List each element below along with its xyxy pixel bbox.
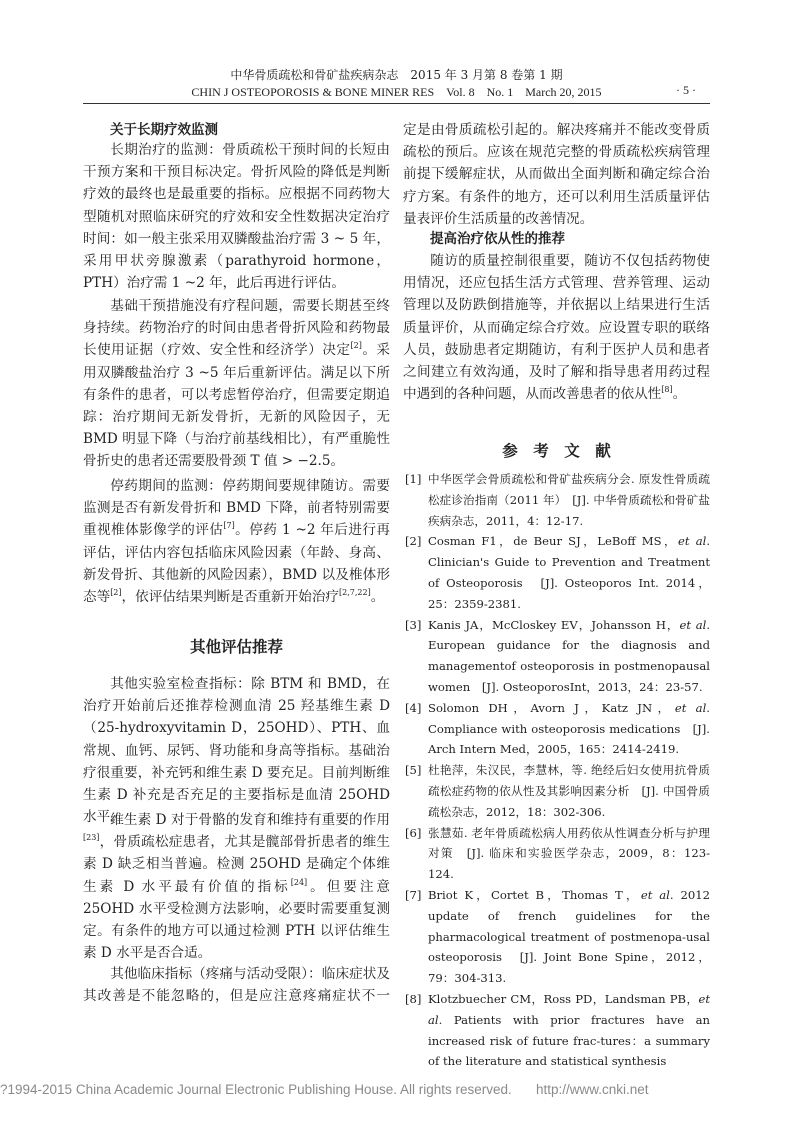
text: ，依评估结果判断是否重新开始治疗	[121, 589, 340, 606]
reference-number: [5]	[405, 763, 422, 778]
paragraph: 其他实验室检查指标：除 BTM 和 BMD，在治疗开始前后还推荐检测血清 25 羟基维生素 D（25-hydroxyvitamin D，25OHD）、PTH、血常规、血钙、尿钙、肾功能和身高等指标。基础治疗很重要，补充钙和维生素 D 要充足。目前判断维生素 D 补充是否充足的主要指标是血清 25OHD 水平。	[83, 676, 390, 826]
citation: [23]	[83, 833, 100, 843]
reference-number: [7]	[405, 887, 422, 902]
citation: [7]	[223, 521, 235, 531]
reference-number: [8]	[405, 991, 422, 1006]
reference-number: [6]	[405, 825, 422, 840]
citation: [24]	[290, 877, 308, 887]
paragraph: 长期治疗的监测：骨质疏松干预时间的长短由干预方案和干预目标决定。骨折风险的降低是判断疗效的最终也是最重要的指标。应根据不同药物大型随机对照临床研究的疗效和安全性数据决定治疗时间：如一般主张采用双膦酸盐治疗需 3 ~ 5 年，采用甲状旁腺激素（parathyroid hormone，PTH）治疗需 1 ~2 年，此后再进行评估。	[83, 142, 390, 292]
text: 停药期间的监测：停药期间要规律随访。需要监测是否有新发骨折和 BMD 下降，前者特别需要重视椎体影像学的评估	[83, 478, 390, 539]
reference-authors: Klotzbuecher CM，Ross PD，Landsman PB，	[428, 991, 699, 1006]
text: 。采用双膦酸盐治疗 3 ~5 年后重新评估。满足以下所有条件的患者，可以考虑暂停治疗，但需要定期追踪：治疗期间无新发骨折，无新的风险因子，无 BMD 明显下降（与治疗前基线相比），有严重脆性骨折史的患者还需要股骨颈 T 值 > −2.5。	[83, 342, 391, 470]
reference-text: . Patients with prior fractures have an increased risk of future frac-tures：a summary of the literature and statistical synthesis	[428, 1012, 710, 1069]
et-al: et al	[678, 534, 707, 549]
paragraph: 定是由骨质疏松引起的。解决疼痛并不能改变骨质疏松的预后。应该在规范完整的骨质疏松疾病管理前提下缓解症状，从而做出全面判断和确定综合治疗方案。有条件的地方，还可以利用生活质量评估量表评价生活质量的改善情况。	[403, 122, 710, 227]
footer	[0, 1082, 793, 1097]
reference-text: . 2012 update of french guidelines for the pharmacological treatment of postmenopa-usal osteoporosis [J]. Joint Bone Spine，2012，79：304-313.	[428, 887, 710, 986]
text: 基础干预措施没有疗程问题，需要长期甚至终身持续。药物治疗的时间由患者骨折风险和药物最长使用证据（疗效、安全性和经济学）决定	[83, 298, 390, 359]
text: 。停药 1 ~2 年后进行再评估，评估内容包括临床风险因素（年龄、身高、新发骨折、其他新的风险因素），BMD 以及椎体形态等	[83, 522, 390, 606]
copyright-notice: ?1994-2015 China Academic Journal Electronic Publishing House. All rights reserved.	[0, 1082, 512, 1097]
reference-authors: Kanis JA，McCloskey EV，Johansson H，	[428, 617, 680, 632]
reference-number: [1]	[405, 472, 422, 486]
reference-text: 杜艳萍，朱汉民，李慧林，等. 绝经后妇女使用抗骨质疏松症药物的依从性及其影响因素分析 [J]. 中国骨质疏松杂志，2012，18：302-306.	[428, 763, 710, 819]
text: ，骨质疏松症患者，尤其是髋部骨折患者的维生素 D 缺乏相当普遍。检测 25OHD 是确定个体维生素 D 水平最有价值的指标	[83, 834, 390, 895]
reference-authors: Briot K，Cortet B，Thomas T，	[428, 887, 641, 902]
paragraph	[83, 295, 390, 473]
reference-item	[403, 698, 710, 760]
reference-authors: Solomon DH，Avorn J，Katz JN，	[428, 700, 675, 715]
et-al: et al	[428, 991, 710, 1027]
reference-text: . Clinician's Guide to Prevention and Treatment of Osteoporosis [J]. Osteoporos Int. 2014，25：2359-2381.	[428, 534, 710, 611]
running-header-cn: 中华骨质疏松和骨矿盐疾病杂志 2015 年 3 月第 8 卷第 1 期	[230, 68, 563, 82]
footer-url-link[interactable]: http://www.cnki.net	[536, 1082, 649, 1097]
reference-item	[403, 469, 710, 531]
reference-authors: Cosman F1，de Beur SJ，LeBoff MS，	[428, 534, 679, 549]
reference-item	[403, 615, 710, 698]
reference-text: . European guidance for the diagnosis and managementof osteoporosis in postmenopausal women [J]. OsteoporosInt，2013，24：23-57.	[428, 617, 710, 694]
reference-item	[403, 823, 710, 885]
citation: [8]	[661, 385, 673, 395]
text: 。但要注意 25OHD 水平受检测方法影响，必要时需要重复测定。有条件的地方可以通过检测 PTH 以评估维生素 D 水平是否合适。	[83, 878, 390, 962]
reference-item	[403, 885, 710, 989]
section-heading-compliance: 提高治疗依从性的推荐	[430, 231, 565, 247]
reference-text: . Compliance with osteoporosis medications [J]. Arch Intern Med，2005，165：2414-2419.	[428, 700, 710, 757]
reference-text: 张慧茹. 老年骨质疏松病人用药依从性调查分析与护理对策 [J]. 临床和实验医学杂志，2009，8：123-124.	[428, 825, 710, 882]
reference-number: [4]	[405, 700, 422, 715]
paragraph	[403, 250, 710, 405]
paragraph	[83, 475, 390, 608]
text: 维生素 D 对于骨骼的发育和维持有重要的作用	[110, 812, 390, 828]
page-number: · 5 ·	[676, 83, 696, 97]
reference-list	[403, 469, 710, 1072]
reference-number: [2]	[405, 534, 422, 549]
section-heading-other-assessment: 其他评估推荐	[189, 638, 283, 656]
text: 。	[370, 589, 385, 606]
paragraph	[83, 809, 390, 964]
header-rule	[83, 103, 710, 104]
et-al: et al	[679, 617, 707, 632]
citation: [2,7,22]	[339, 588, 371, 598]
reference-item	[403, 760, 710, 822]
et-al: et al	[640, 887, 670, 902]
references-heading: 参 考 文 献	[502, 442, 611, 460]
text: 。	[672, 386, 687, 403]
text: 随访的质量控制很重要，随访不仅包括药物使用情况，还应包括生活方式管理、营养管理、运动管理以及防跌倒措施等，并依据以上结果进行生活质量评价，从而确定综合疗效。应设置专职的联络人员，鼓励患者定期随访，有利于医护人员和患者之间建立有效沟通，及时了解和指导患者用药过程中遇到的各种问题，从而改善患者的依从性	[403, 253, 710, 403]
reference-text: 中华医学会骨质疏松和骨矿盐疾病分会. 原发性骨质疏松症诊治指南（2011 年） [J]. 中华骨质疏松和骨矿盐疾病杂志，2011，4：12-17.	[428, 472, 710, 528]
reference-item	[403, 531, 710, 614]
running-header-en: CHIN J OSTEOPOROSIS & BONE MINER RES Vol. 8 No. 1 March 20, 2015	[191, 85, 602, 99]
paragraph: 其他临床指标（疼痛与活动受限）：临床症状及其改善是不能忽略的，但是应注意疼痛症状不一	[83, 966, 390, 1005]
citation: [2]	[110, 588, 122, 598]
et-al: et al	[674, 700, 707, 715]
section-heading-long-term-monitoring: 关于长期疗效监测	[110, 122, 218, 138]
reference-item	[403, 989, 710, 1072]
citation: [2]	[350, 341, 362, 351]
reference-number: [3]	[405, 617, 422, 632]
